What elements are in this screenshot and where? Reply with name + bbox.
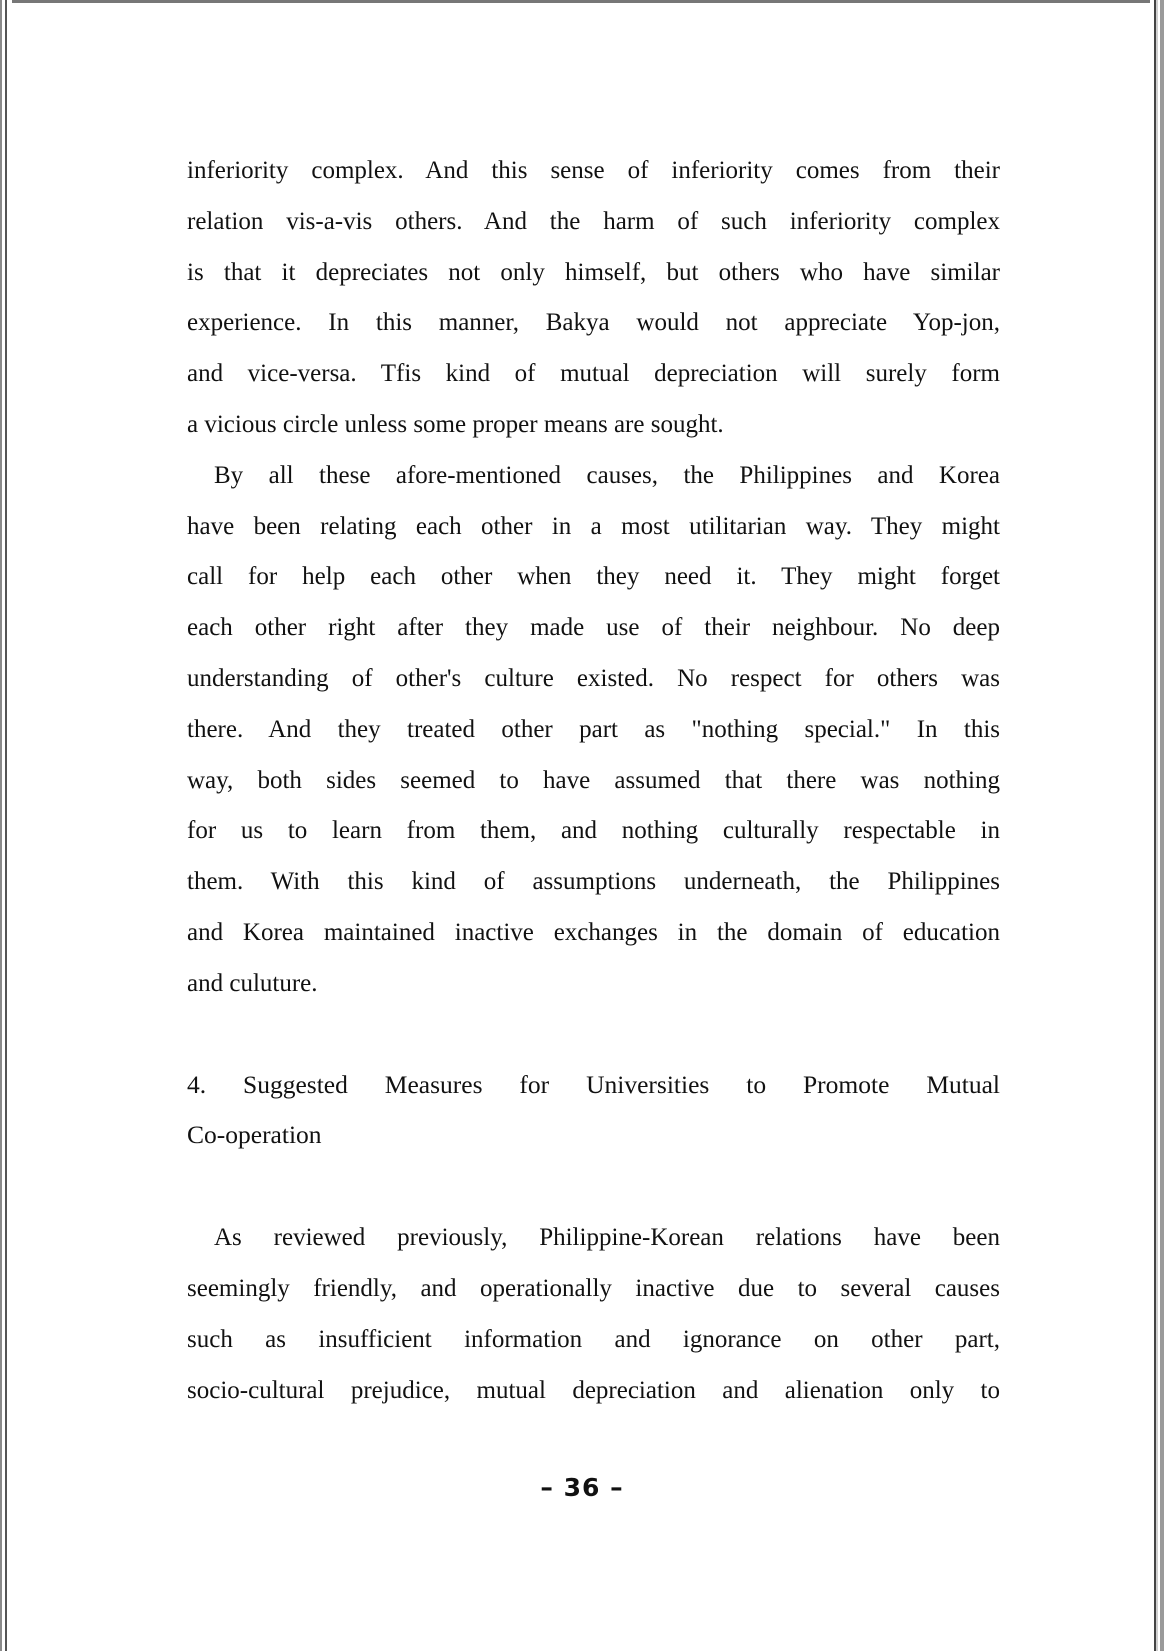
section-heading: [187, 1060, 1000, 1162]
paragraph-utilitarian-relations: [187, 451, 1000, 1010]
text-line: and culuture.: [187, 969, 318, 997]
text-line: them. With this kind of assumptions underneath, the Philippines: [187, 868, 1000, 896]
heading-line: Co-operation: [187, 1120, 322, 1150]
text-line: call for help each other when they need it. They might forget: [187, 563, 1000, 591]
text-line: such as insufficient information and ignorance on other part,: [187, 1325, 1000, 1353]
text-line: relation vis-a-vis others. And the harm of such inferiority complex: [187, 207, 1000, 235]
heading-line: 4. Suggested Measures for Universities to Promote Mutual: [187, 1069, 1000, 1099]
text-line: a vicious circle unless some proper means are sought.: [187, 410, 724, 438]
page-right-edge: [1150, 0, 1164, 1651]
text-line: As reviewed previously, Philippine-Korean relations have been: [214, 1224, 1000, 1252]
page-top-edge: [0, 0, 1164, 3]
text-line: socio-cultural prejudice, mutual depreciation and alienation only to: [187, 1376, 1000, 1404]
text-line: and Korea maintained inactive exchanges in the domain of education: [187, 918, 1000, 946]
text-line: each other right after they made use of their neighbour. No deep: [187, 614, 1000, 642]
text-line: and vice-versa. Tfis kind of mutual depreciation will surely form: [187, 360, 1000, 388]
text-line: experience. In this manner, Bakya would not appreciate Yop-jon,: [187, 309, 1000, 337]
page-number: – 36 –: [540, 1473, 624, 1502]
paragraph-inferiority-complex: [187, 146, 1000, 451]
text-line: is that it depreciates not only himself, but others who have similar: [187, 258, 1000, 286]
text-line: for us to learn from them, and nothing culturally respectable in: [187, 817, 1000, 845]
section-spacer: [187, 1010, 1000, 1060]
text-line: By all these afore-mentioned causes, the Philippines and Korea: [214, 461, 1000, 489]
text-line: seemingly friendly, and operationally inactive due to several causes: [187, 1274, 1000, 1302]
paragraph-review: [187, 1213, 1000, 1416]
text-line: have been relating each other in a most utilitarian way. They might: [187, 512, 1000, 540]
text-line: understanding of other's culture existed. No respect for others was: [187, 664, 1000, 692]
section-spacer: [187, 1161, 1000, 1213]
page-left-edge: [0, 0, 12, 1651]
text-line: there. And they treated other part as "nothing special." In this: [187, 715, 1000, 743]
text-line: inferiority complex. And this sense of inferiority comes from their: [187, 157, 1000, 184]
page-body: [187, 146, 1000, 1416]
text-line: way, both sides seemed to have assumed that there was nothing: [187, 766, 1000, 794]
